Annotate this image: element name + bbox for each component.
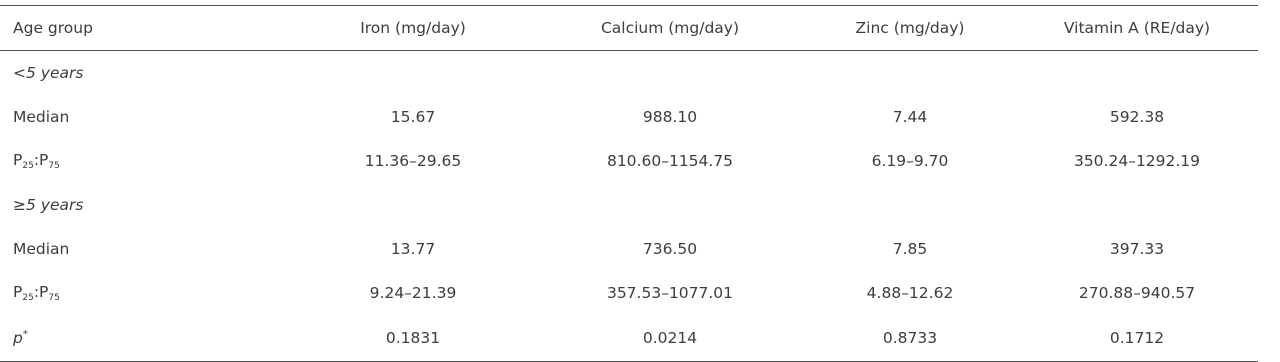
header-age-group: Age group <box>13 19 93 37</box>
percentile-row-under-5 <box>0 139 1258 183</box>
cell-calcium-range: 810.60–1154.75 <box>606 152 734 170</box>
nutrient-intake-table <box>0 5 1258 362</box>
percentile-separator: :P <box>33 283 49 301</box>
row-label-percentiles <box>0 271 290 315</box>
cell-zinc-p-value: 0.8733 <box>882 329 938 347</box>
cell-iron-median: 15.67 <box>390 108 436 126</box>
header-vitamin-a: Vitamin A (RE/day) <box>1063 19 1211 37</box>
group-row-5-plus <box>0 183 1258 227</box>
cell-calcium-p-value: 0.0214 <box>642 329 698 347</box>
cell-calcium-median: 988.10 <box>642 108 698 126</box>
group-label-5-plus: ≥5 years <box>13 196 84 214</box>
cell-zinc-range: 6.19–9.70 <box>871 152 949 170</box>
cell-iron-range: 11.36–29.65 <box>364 152 462 170</box>
percentile-p-letter: P <box>13 151 23 169</box>
cell-vitamin-a-median: 397.33 <box>1109 240 1165 258</box>
cell-zinc-range: 4.88–12.62 <box>866 284 954 302</box>
cell-iron-p-value: 0.1831 <box>385 329 441 347</box>
cell-calcium-median: 736.50 <box>642 240 698 258</box>
cell-iron-range: 9.24–21.39 <box>369 284 457 302</box>
row-label-median: Median <box>13 108 70 126</box>
cell-iron-median: 13.77 <box>390 240 436 258</box>
cell-zinc-median: 7.44 <box>892 108 928 126</box>
cell-vitamin-a-range: 270.88–940.57 <box>1078 284 1196 302</box>
row-label-percentiles <box>0 139 290 183</box>
header-iron: Iron (mg/day) <box>360 19 466 37</box>
percentile-row-5-plus <box>0 271 1258 315</box>
percentile-sub-75: 75 <box>48 161 60 171</box>
median-row-under-5 <box>0 95 1258 139</box>
header-zinc: Zinc (mg/day) <box>855 19 965 37</box>
percentile-separator: :P <box>33 151 49 169</box>
cell-zinc-median: 7.85 <box>892 240 928 258</box>
group-label-under-5: <5 years <box>13 64 84 82</box>
table-header-row <box>0 6 1258 51</box>
median-row-5-plus <box>0 227 1258 271</box>
group-row-under-5 <box>0 51 1258 96</box>
percentile-sub-75: 75 <box>48 293 60 303</box>
cell-vitamin-a-range: 350.24–1292.19 <box>1073 152 1201 170</box>
p-value-row <box>0 315 1258 362</box>
cell-vitamin-a-median: 592.38 <box>1109 108 1165 126</box>
percentile-p-letter: P <box>13 283 23 301</box>
percentile-sub-25: 25 <box>22 161 34 171</box>
row-label-median: Median <box>13 240 70 258</box>
percentile-sub-25: 25 <box>22 293 34 303</box>
p-value-asterisk: * <box>22 329 28 340</box>
row-label-p-value <box>0 315 290 362</box>
cell-calcium-range: 357.53–1077.01 <box>606 284 734 302</box>
cell-vitamin-a-p-value: 0.1712 <box>1109 329 1165 347</box>
p-value-letter: p <box>13 329 23 347</box>
header-calcium: Calcium (mg/day) <box>600 19 740 37</box>
